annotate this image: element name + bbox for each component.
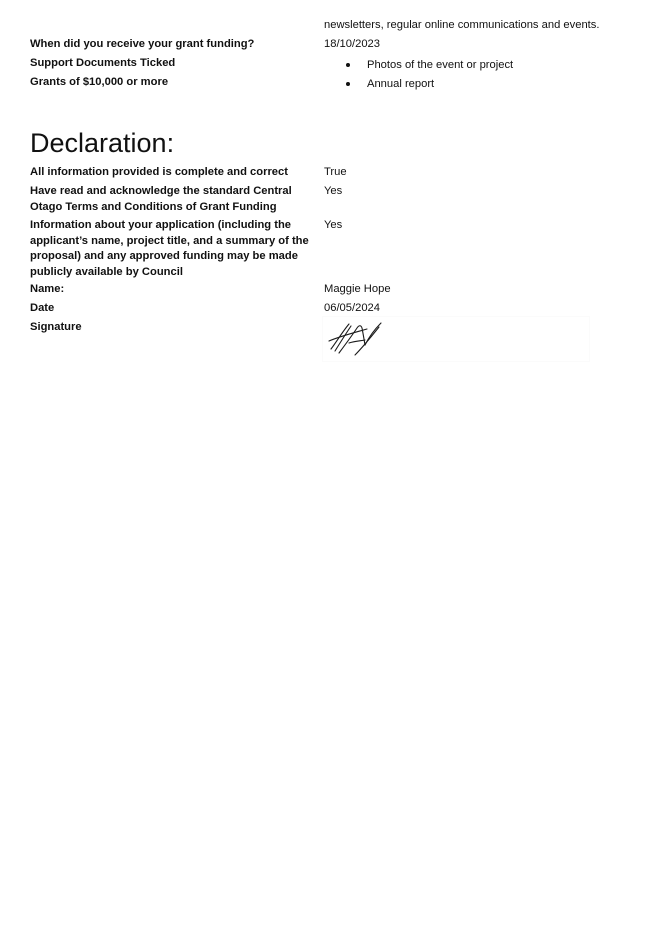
terms-acknowledged-label: Have read and acknowledge the standard Central Otago Terms and Conditions of Grant Funding <box>30 185 292 213</box>
grants-10000-label: Grants of $10,000 or more <box>30 76 169 88</box>
terms-acknowledged-value: Yes <box>324 185 343 197</box>
support-documents-label: Support Documents Ticked <box>30 57 176 69</box>
support-documents-list <box>324 56 513 94</box>
public-information-label: Information about your application (including the applicant’s name, project title, and a summary of the proposal) and any approved funding may be made publicly available by Council <box>30 219 309 278</box>
name-value: Maggie Hope <box>324 283 391 295</box>
signature-label: Signature <box>30 321 82 333</box>
previous-answer-continuation: newsletters, regular online communications and events. <box>324 19 600 31</box>
date-label: Date <box>30 302 55 314</box>
grant-received-date-label: When did you receive your grant funding? <box>30 38 255 50</box>
list-item: Annual report <box>324 75 513 94</box>
info-complete-label: All information provided is complete and correct <box>30 166 288 178</box>
date-value: 06/05/2024 <box>324 302 380 314</box>
signature-image <box>322 316 590 362</box>
declaration-heading: Declaration: <box>30 128 175 158</box>
public-information-value: Yes <box>324 219 343 231</box>
list-item: Photos of the event or project <box>324 56 513 75</box>
grant-received-date-value: 18/10/2023 <box>324 38 380 50</box>
handwritten-signature-icon <box>327 319 387 359</box>
name-label: Name: <box>30 283 65 295</box>
info-complete-value: True <box>324 166 347 178</box>
